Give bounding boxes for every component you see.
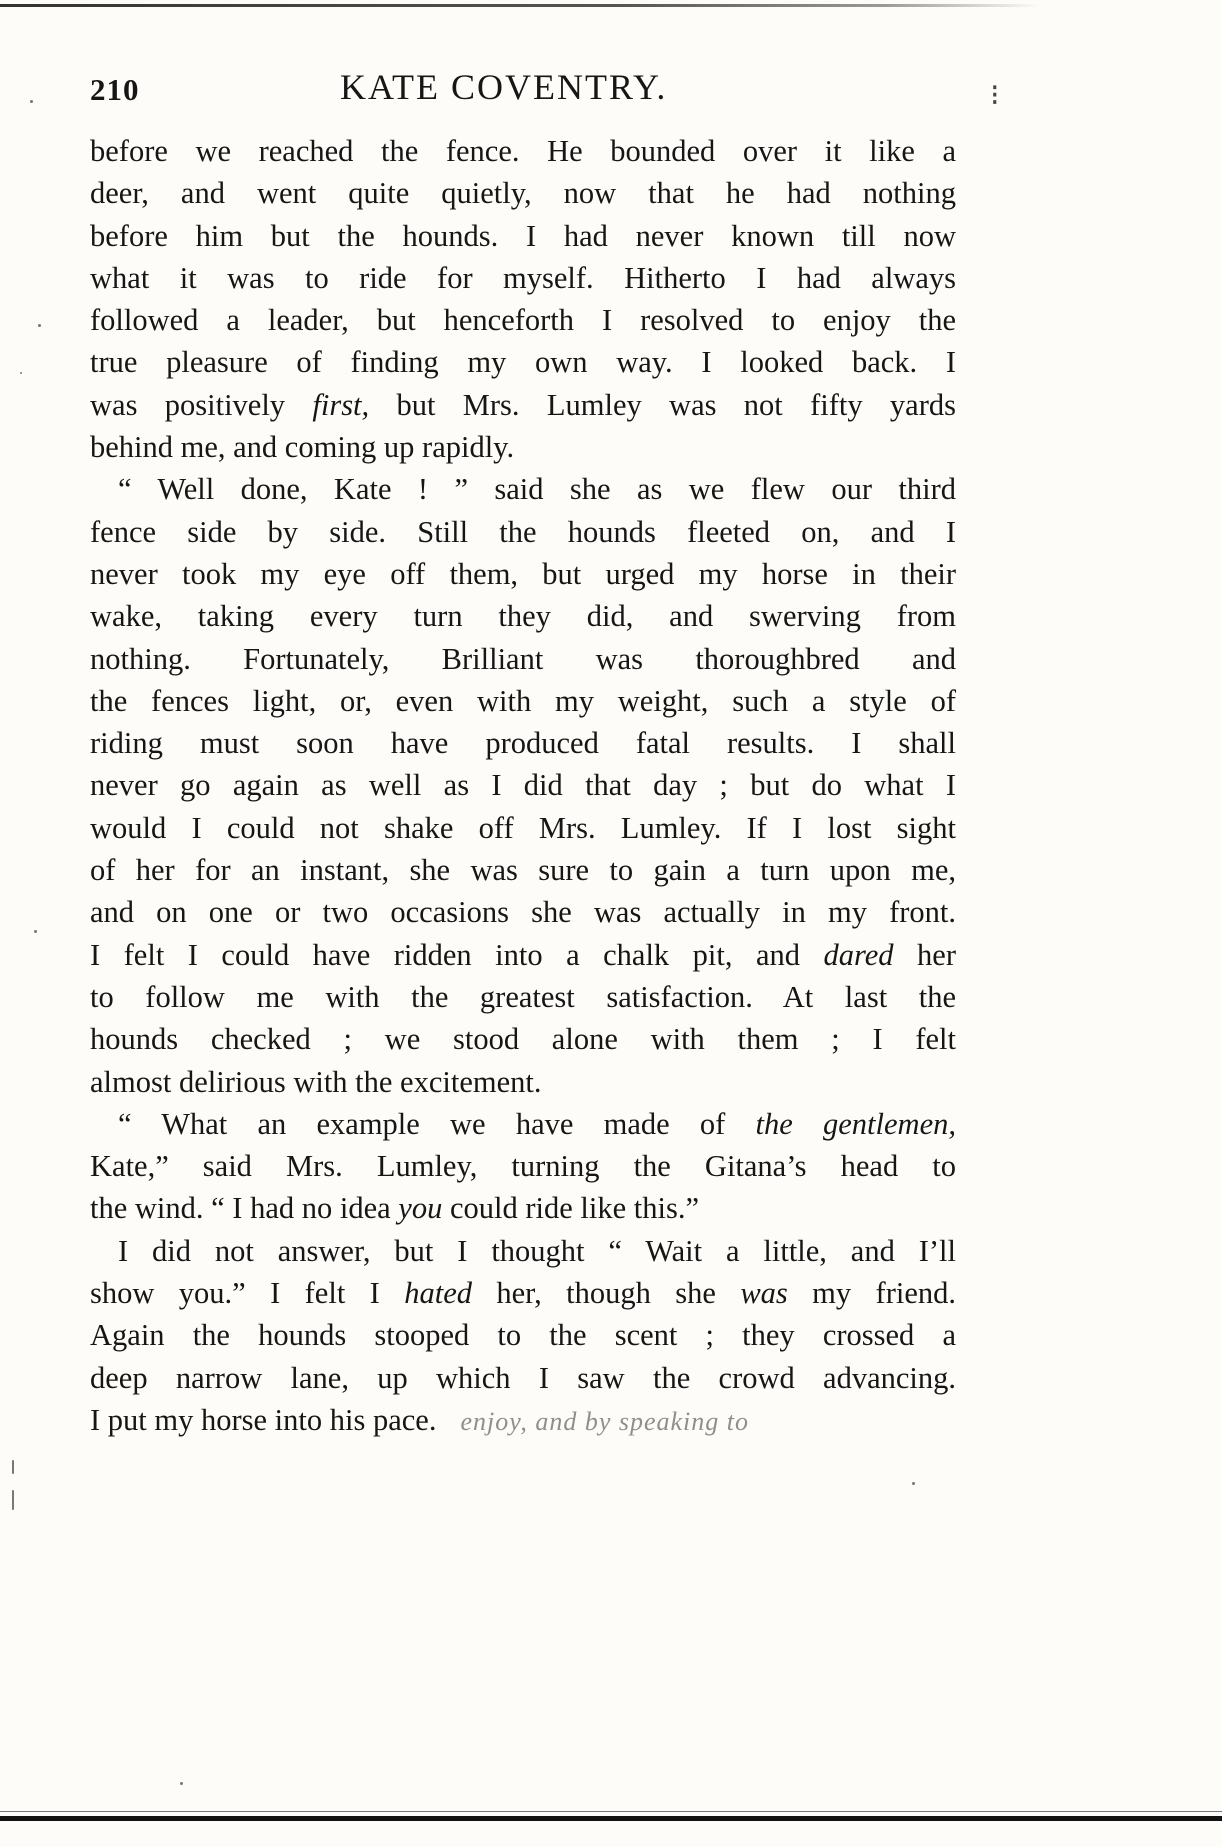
text-line <box>90 130 956 172</box>
text-segment: deep narrow lane, up which I saw the crowd advancing. <box>90 1360 956 1395</box>
corner-smudge: ⁝ <box>990 79 1000 112</box>
italic-text: dared <box>823 937 894 972</box>
text-line <box>90 1230 956 1272</box>
text-segment: I felt I could have ridden into a chalk pit, and <box>90 937 824 972</box>
text-line <box>90 511 956 553</box>
text-segment: almost delirious with the excitement. <box>90 1064 542 1099</box>
text-segment: nothing. Fortunately, Brilliant was thoroughbred and <box>90 641 956 676</box>
text-line <box>90 468 956 510</box>
margin-speck <box>12 1490 14 1510</box>
italic-text: the gentlemen, <box>755 1106 956 1141</box>
text-line <box>90 1272 956 1314</box>
text-segment: could ride like this.” <box>442 1191 699 1226</box>
text-line <box>90 299 956 341</box>
page-body <box>90 130 956 1441</box>
text-line <box>90 849 956 891</box>
text-line <box>90 553 956 595</box>
text-line <box>90 1145 956 1187</box>
text-line <box>90 426 956 468</box>
text-line <box>90 680 956 722</box>
text-line <box>90 1187 956 1229</box>
text-segment: to follow me with the greatest satisfaction. At last the <box>90 979 956 1014</box>
italic-text: you <box>398 1191 443 1226</box>
text-line <box>90 1103 956 1145</box>
text-segment: wake, taking every turn they did, and swerving from <box>90 599 956 634</box>
text-line <box>90 341 956 383</box>
text-line <box>90 934 956 976</box>
text-segment: fence side by side. Still the hounds fleeted on, and I <box>90 514 956 549</box>
bottom-rule-thin <box>0 1811 1222 1812</box>
text-segment: Kate,” said Mrs. Lumley, turning the Gitana’s head to <box>90 1149 956 1184</box>
italic-text: first, <box>312 387 370 422</box>
text-segment: before him but the hounds. I had never known till now <box>90 218 956 253</box>
text-line <box>90 1399 956 1441</box>
text-segment: of her for an instant, she was sure to gain a turn upon me, <box>90 853 956 888</box>
margin-speck <box>12 1460 14 1474</box>
margin-speck <box>38 324 41 327</box>
text-line <box>90 257 956 299</box>
text-segment: before we reached the fence. He bounded over it like a <box>90 134 956 168</box>
page-number: 210 <box>90 72 140 107</box>
top-rule <box>0 4 1040 7</box>
text-line <box>90 891 956 933</box>
text-line <box>90 172 956 214</box>
text-segment: riding must soon have produced fatal results. I shall <box>90 726 956 761</box>
text-line <box>90 722 956 764</box>
text-segment: “ Well done, Kate ! ” said she as we flew our third <box>118 472 956 507</box>
text-segment: and on one or two occasions she was actually in my front. <box>90 895 956 930</box>
text-segment: show you.” I felt I <box>90 1276 405 1311</box>
bottom-rule <box>0 1816 1222 1821</box>
margin-speck <box>34 930 37 933</box>
page-header <box>90 66 960 116</box>
text-line <box>90 1314 956 1356</box>
text-line <box>90 1061 956 1103</box>
text-segment: but Mrs. Lumley was not fifty yards <box>369 387 956 422</box>
text-line <box>90 384 956 426</box>
italic-text: hated <box>404 1276 472 1311</box>
text-line <box>90 1018 956 1060</box>
text-segment: would I could not shake off Mrs. Lumley. If I lost sight <box>90 810 956 845</box>
text-segment: never took my eye off them, but urged my horse in their <box>90 556 956 591</box>
text-segment: Again the hounds stooped to the scent ; they crossed a <box>90 1318 956 1353</box>
text-segment: the fences light, or, even with my weight, such a style of <box>90 683 956 718</box>
text-line <box>90 215 956 257</box>
text-line <box>90 764 956 806</box>
margin-speck <box>30 100 33 103</box>
text-line <box>90 976 956 1018</box>
margin-speck <box>180 1782 183 1785</box>
text-segment: I put my horse into his pace. <box>90 1402 437 1437</box>
italic-text: was <box>740 1276 788 1311</box>
text-segment: followed a leader, but henceforth I resolved to enjoy the <box>90 303 956 338</box>
text-segment: true pleasure of finding my own way. I looked back. I <box>90 345 956 380</box>
text-segment: I did not answer, but I thought “ Wait a little, and I’ll <box>118 1233 956 1268</box>
text-segment: what it was to ride for myself. Hitherto I had always <box>90 260 956 295</box>
text-segment: her, though she <box>472 1276 741 1311</box>
text-segment: behind me, and coming up rapidly. <box>90 430 515 465</box>
text-line <box>90 638 956 680</box>
margin-speck <box>912 1482 915 1485</box>
text-segment: the wind. “ I had no idea <box>90 1191 399 1226</box>
text-segment: deer, and went quite quietly, now that he had nothing <box>90 176 956 211</box>
text-segment: hounds checked ; we stood alone with them ; I felt <box>90 1022 956 1057</box>
text-segment: my friend. <box>787 1276 956 1311</box>
running-head: KATE COVENTRY. <box>340 67 668 107</box>
text-segment: was positively <box>90 387 313 422</box>
margin-speck <box>20 372 22 374</box>
bleed-through-text: enjoy, and by speaking to <box>460 1406 750 1436</box>
text-segment: her <box>893 937 956 972</box>
text-segment: “ What an example we have made of <box>118 1106 756 1141</box>
text-line <box>90 1357 956 1399</box>
text-line <box>90 595 956 637</box>
text-line <box>90 807 956 849</box>
text-segment: never go again as well as I did that day ; but do what I <box>90 768 956 803</box>
